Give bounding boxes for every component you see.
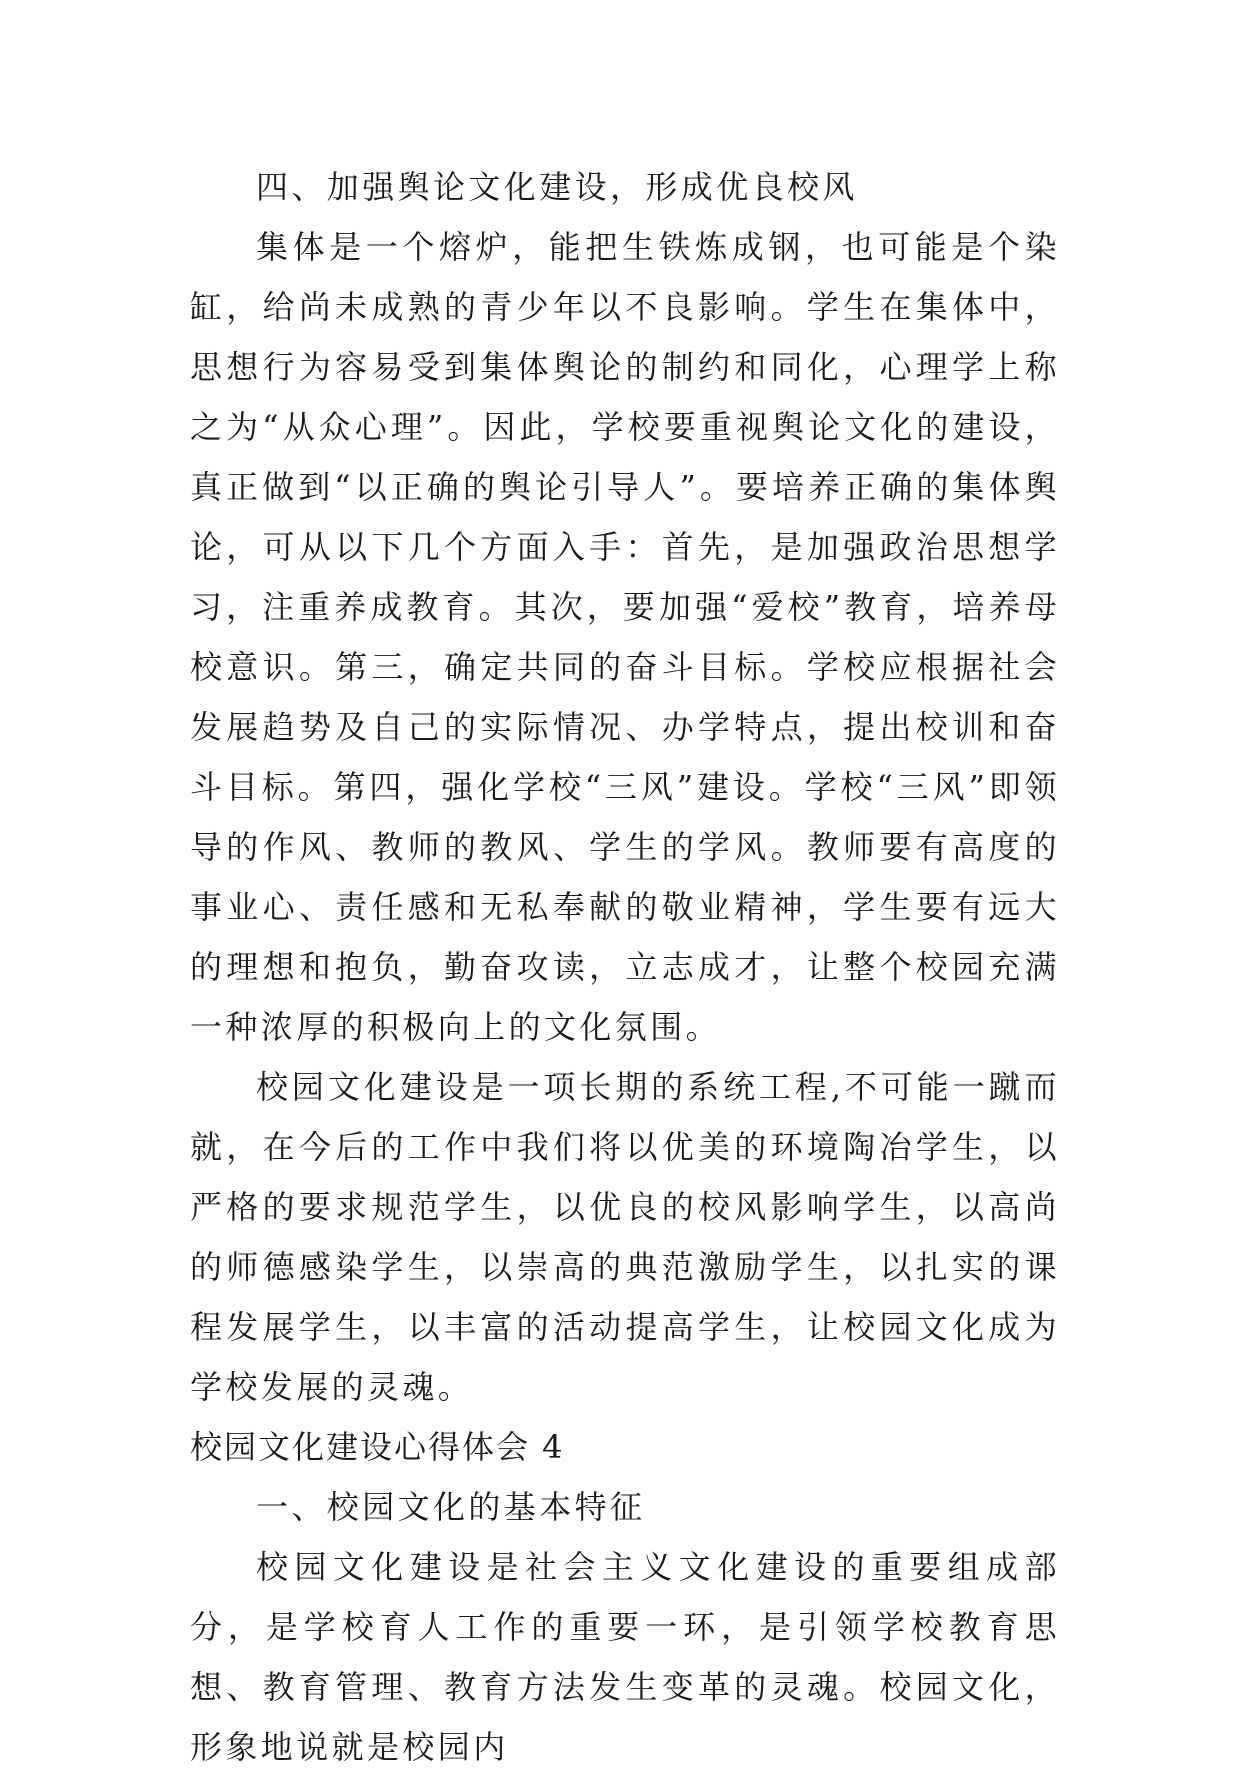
document-section-title: 校园文化建设心得体会 4 — [190, 1428, 565, 1466]
section-heading-one: 一、校园文化的基本特征 — [256, 1488, 646, 1526]
paragraph-basic-features: 校园文化建设是社会主义文化建设的重要组成部分，是学校育人工作的重要一环，是引领学校教育思想、教育管理、教育方法发生变革的灵魂。校园文化，形象地说就是校园内 — [190, 1548, 1060, 1766]
document-body — [190, 157, 1060, 1777]
paragraph-long-term-project: 校园文化建设是一项长期的系统工程,不可能一蹴而就，在今后的工作中我们将以优美的环境陶冶学生，以严格的要求规范学生，以优良的校风影响学生，以高尚的师德感染学生，以崇高的典范激励学生，以扎实的课程发展学生，以丰富的活动提高学生，让校园文化成为学校发展的灵魂。 — [190, 1068, 1060, 1406]
section-heading-four: 四、加强舆论文化建设，形成优良校风 — [256, 168, 858, 206]
paragraph-collective-opinion: 集体是一个熔炉，能把生铁炼成钢，也可能是个染缸，给尚未成熟的青少年以不良影响。学生在集体中，思想行为容易受到集体舆论的制约和同化，心理学上称之为“从众心理”。因此，学校要重视舆论文化的建设，真正做到“以正确的舆论引导人”。要培养正确的集体舆论，可从以下几个方面入手：首先，是加强政治思想学习，注重养成教育。其次，要加强“爱校”教育，培养母校意识。第三，确定共同的奋斗目标。学校应根据社会发展趋势及自己的实际情况、办学特点，提出校训和奋斗目标。第四，强化学校“三风”建设。学校“三风”即领导的作风、教师的教风、学生的学风。教师要有高度的事业心、责任感和无私奉献的敬业精神，学生要有远大的理想和抱负，勤奋攻读，立志成才，让整个校园充满一种浓厚的积极向上的文化氛围。 — [190, 228, 1060, 1046]
